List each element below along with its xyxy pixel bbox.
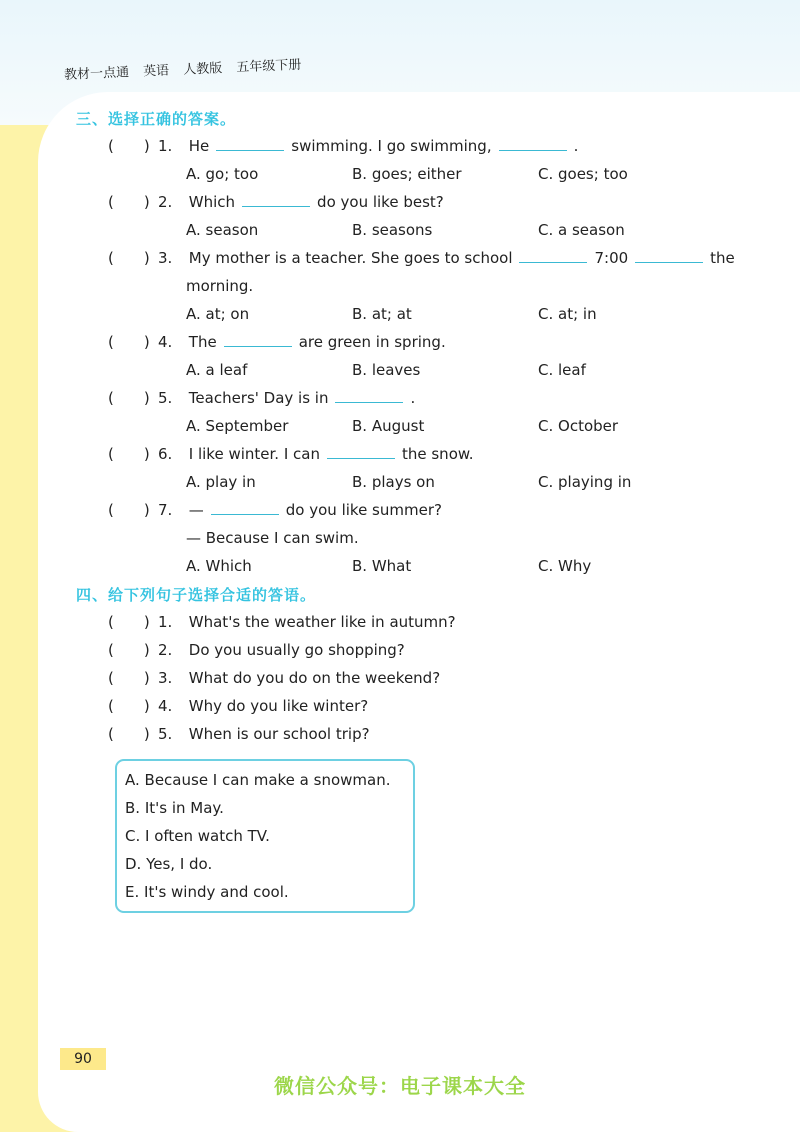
- option-c[interactable]: C. playing in: [538, 473, 632, 491]
- fill-blank[interactable]: [499, 136, 567, 151]
- fill-blank[interactable]: [519, 248, 587, 263]
- option-b[interactable]: B. seasons: [352, 221, 433, 239]
- question-text: swimming. I go swimming,: [291, 137, 492, 155]
- option-b[interactable]: B. plays on: [352, 473, 435, 491]
- question-number: 4.: [158, 333, 173, 351]
- question-number: 5.: [158, 725, 173, 743]
- question-4-5: [108, 724, 370, 744]
- fill-blank[interactable]: [335, 388, 403, 403]
- option-c[interactable]: C. at; in: [538, 305, 597, 323]
- option-b[interactable]: B. leaves: [352, 361, 421, 379]
- answer-option-d: D. Yes, I do.: [125, 855, 213, 873]
- option-b[interactable]: B. goes; either: [352, 165, 462, 183]
- answer-paren[interactable]: ( ): [108, 725, 150, 743]
- question-text: Teachers' Day is in: [188, 389, 329, 407]
- question-text: My mother is a teacher. She goes to school: [188, 249, 513, 267]
- question-text: When is our school trip?: [188, 725, 370, 743]
- question-4-3: [108, 668, 440, 688]
- question-3-4: [108, 332, 446, 352]
- question-text: He: [188, 137, 210, 155]
- question-text: The: [188, 333, 217, 351]
- question-text: I like winter. I can: [188, 445, 320, 463]
- question-text: .: [410, 389, 416, 407]
- question-3-7: [108, 500, 442, 520]
- option-a[interactable]: A. go; too: [186, 165, 259, 183]
- answer-paren[interactable]: ( ): [108, 669, 150, 687]
- answer-option-b: B. It's in May.: [125, 799, 224, 817]
- question-number: 2.: [158, 641, 173, 659]
- question-text: do you like summer?: [285, 501, 442, 519]
- option-b[interactable]: B. What: [352, 557, 412, 575]
- option-a[interactable]: A. September: [186, 417, 289, 435]
- question-text: —: [188, 501, 204, 519]
- question-number: 3.: [158, 249, 173, 267]
- option-a[interactable]: A. play in: [186, 473, 256, 491]
- section-4-title: 四、给下列句子选择合适的答语。: [76, 586, 317, 604]
- answer-paren[interactable]: ( ): [108, 137, 150, 155]
- question-text: What's the weather like in autumn?: [188, 613, 456, 631]
- question-3-2: [108, 192, 444, 212]
- question-number: 6.: [158, 445, 173, 463]
- option-a[interactable]: A. a leaf: [186, 361, 248, 379]
- answer-paren[interactable]: ( ): [108, 613, 150, 631]
- question-text: do you like best?: [317, 193, 444, 211]
- question-number: 2.: [158, 193, 173, 211]
- option-c[interactable]: C. Why: [538, 557, 592, 575]
- question-3-1: [108, 136, 578, 156]
- answer-paren[interactable]: ( ): [108, 389, 150, 407]
- option-c[interactable]: C. leaf: [538, 361, 586, 379]
- question-4-2: [108, 640, 405, 660]
- option-b[interactable]: B. at; at: [352, 305, 412, 323]
- question-text: the snow.: [401, 445, 474, 463]
- fill-blank[interactable]: [327, 444, 395, 459]
- fill-blank[interactable]: [242, 192, 310, 207]
- answer-options-box: [115, 759, 415, 913]
- question-text: Do you usually go shopping?: [188, 641, 405, 659]
- book-subject: 英语: [142, 63, 170, 80]
- answer-option-e: E. It's windy and cool.: [125, 883, 289, 901]
- question-number: 5.: [158, 389, 173, 407]
- option-a[interactable]: A. Which: [186, 557, 252, 575]
- book-title: 教材一点通: [63, 65, 130, 83]
- question-number: 4.: [158, 697, 173, 715]
- answer-option-c: C. I often watch TV.: [125, 827, 270, 845]
- answer-paren[interactable]: ( ): [108, 249, 150, 267]
- answer-paren[interactable]: ( ): [108, 333, 150, 351]
- question-continuation: morning.: [186, 277, 254, 295]
- question-text: Why do you like winter?: [188, 697, 369, 715]
- question-text: What do you do on the weekend?: [188, 669, 441, 687]
- option-c[interactable]: C. goes; too: [538, 165, 628, 183]
- book-grade: 五年级下册: [236, 57, 302, 76]
- fill-blank[interactable]: [224, 332, 292, 347]
- question-number: 1.: [158, 613, 173, 631]
- answer-paren[interactable]: ( ): [108, 501, 150, 519]
- question-text: the: [710, 249, 735, 267]
- question-3-5: [108, 388, 415, 408]
- question-text: Which: [188, 193, 236, 211]
- question-3-6: [108, 444, 474, 464]
- answer-paren[interactable]: ( ): [108, 445, 150, 463]
- page-number: 90: [60, 1048, 106, 1070]
- option-a[interactable]: A. at; on: [186, 305, 250, 323]
- answer-paren[interactable]: ( ): [108, 697, 150, 715]
- fill-blank[interactable]: [216, 136, 284, 151]
- option-c[interactable]: C. a season: [538, 221, 625, 239]
- option-a[interactable]: A. season: [186, 221, 259, 239]
- question-text: .: [573, 137, 579, 155]
- option-c[interactable]: C. October: [538, 417, 619, 435]
- question-4-4: [108, 696, 368, 716]
- answer-paren[interactable]: ( ): [108, 641, 150, 659]
- option-b[interactable]: B. August: [352, 417, 425, 435]
- book-edition: 人教版: [182, 61, 223, 78]
- question-continuation: — Because I can swim.: [186, 529, 359, 547]
- question-4-1: [108, 612, 456, 632]
- answer-paren[interactable]: ( ): [108, 193, 150, 211]
- question-3-3: [108, 248, 735, 268]
- question-text: are green in spring.: [298, 333, 446, 351]
- question-number: 3.: [158, 669, 173, 687]
- question-number: 7.: [158, 501, 173, 519]
- watermark: 微信公众号：电子课本大全: [274, 1074, 526, 1098]
- question-text: 7:00: [594, 249, 629, 267]
- fill-blank[interactable]: [635, 248, 703, 263]
- question-number: 1.: [158, 137, 173, 155]
- fill-blank[interactable]: [211, 500, 279, 515]
- answer-option-a: A. Because I can make a snowman.: [125, 771, 391, 789]
- section-3-title: 三、选择正确的答案。: [76, 110, 237, 128]
